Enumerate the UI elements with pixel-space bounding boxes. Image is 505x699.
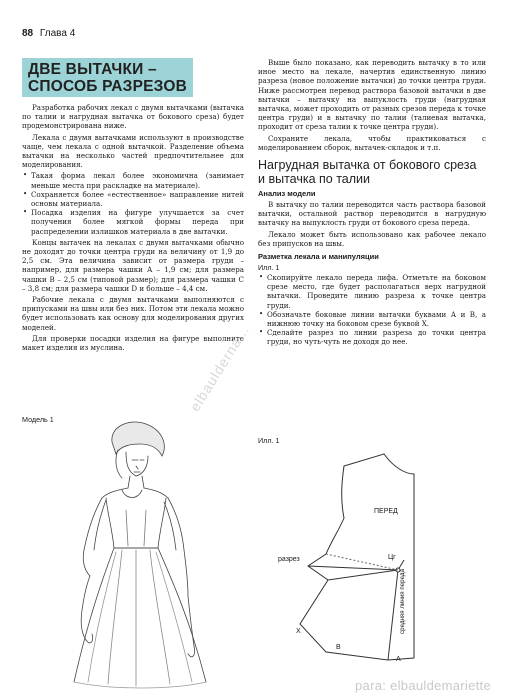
fashion-sketch [22, 420, 237, 692]
point-b-label: B [336, 644, 341, 651]
paragraph: Для проверки посадки изделия на фигуре выполните макет изделия из муслина. [22, 333, 244, 353]
bullet-list [22, 171, 244, 235]
page-number: 88 [22, 28, 34, 39]
page-header [22, 28, 75, 39]
point-x-label: X [296, 628, 301, 635]
section-title [22, 58, 244, 97]
paragraph: В вытачку по талии переводится часть раствора базовой вытачки, остальной раствор переводится в нагрудную вытачку на выпуклость груди от бокового среза переда. [258, 200, 486, 228]
list-item: • Сделайте разрез по линии разреза до точки центра груди, но чуть-чуть не доходя до нее. [258, 328, 486, 346]
list-item: • Сохраняется более «естественное» направление нитей основы материала. [22, 190, 244, 208]
point-a-label: A [396, 656, 401, 663]
subsection-heading: Нагрудная вытачка от бокового среза и вытачка по талии [258, 158, 477, 187]
front-label: ПЕРЕД [374, 508, 398, 515]
figure-caption-illustration: Илл. 1 [258, 436, 280, 445]
bodice-pattern-diagram [270, 448, 490, 673]
paragraph: Сохраните лекала, чтобы практиковаться с моделированием сборок, вытачек-складок и т.п. [258, 133, 486, 152]
right-column [258, 58, 486, 349]
list-item: • Посадка изделия на фигуре улучшается за счет получения более мягкой формы переда при распределении излишков материала в две вытачки. [22, 208, 244, 236]
list-item: • Такая форма лекал более экономична (занимает меньше места при раскладке на материале). [22, 171, 244, 189]
cut-label: разрез [278, 556, 300, 563]
watermark-footer: para: elbauldemariette [355, 678, 491, 693]
analysis-heading: Анализ модели [258, 189, 316, 199]
illustration-label: Илл. 1 [258, 263, 280, 273]
bullet-list [258, 273, 486, 347]
title-line-1-end: И – [132, 61, 157, 78]
paragraph: Концы вытачек на лекалах с двумя вытачками обычно не доходят до точки центра груди на величину от 1,9 до 2,5 см. Эта величина зависит от размера груди – например, для размера чашки А – 1,9 см; для размера чашки В – 2,5 см (типовой размер); для размера чашки С – 3,8 см; для размера чашки D и больше – 4,4 см. [22, 237, 244, 293]
paragraph: Выше было показано, как переводить вытачку в то или иное место на лекале, начертив единственную линию разреза (новое положение вытачки) до точки центра груди. Ниже рассмотрен перевод раствора базовой вытачки в две вытачки – вытачку на выпуклость груди (нагрудная вытачка, может проходить от разных срезов переда к точке центра груди) и в вытачку по талии (талиевая вытачка, проходит от среза талии к точке центра груди). [258, 58, 486, 132]
paragraph: Разработка рабочих лекал с двумя вытачками (вытачка по талии и нагрудная вытачка от бокового среза) будет продемонстрирована ниже. [22, 103, 244, 131]
paragraph: Рабочие лекала с двумя вытачками выполняются с припусками на швы или без них. Потом эти лекала можно будет использовать как основу для моделирования других моделей. [22, 295, 244, 332]
title-line-2: СПОСОБ РАЗ [28, 78, 133, 95]
chapter-label: Глава 4 [39, 28, 76, 39]
paragraph: Лекала с двумя вытачками используют в производстве чаще, чем лекала с одной вытачкой. Разделение объема вытачки на несколько частей предпочтительнее для моделирования. [22, 132, 244, 170]
figure-caption-model: Модель 1 [22, 415, 54, 424]
paragraph: Лекало может быть использовано как рабочее лекало без припусков на швы. [258, 229, 486, 248]
list-item: • Обозначьте боковые линии вытачки буквами А и В, а нижнюю точку на боковом срезе буквой Х. [258, 310, 486, 328]
layout-heading: Разметка лекала и манипуляции [258, 252, 379, 262]
watermark-diagonal: elbaulderna... [186, 321, 253, 415]
list-item: • Скопируйте лекало переда лифа. Отметьте на боковом срезе место, где будет располагаться верх нагрудной вытачки. Проведите линию разреза к точке центра груди. [258, 273, 486, 310]
left-column [22, 58, 244, 354]
title-line-1: ДВЕ ВЫТАЧК [28, 61, 133, 78]
center-point-label: Цг [388, 554, 396, 561]
title-line-2-end: РЕЗОВ [132, 78, 188, 95]
center-line-label: средняя линия переда [398, 569, 406, 634]
